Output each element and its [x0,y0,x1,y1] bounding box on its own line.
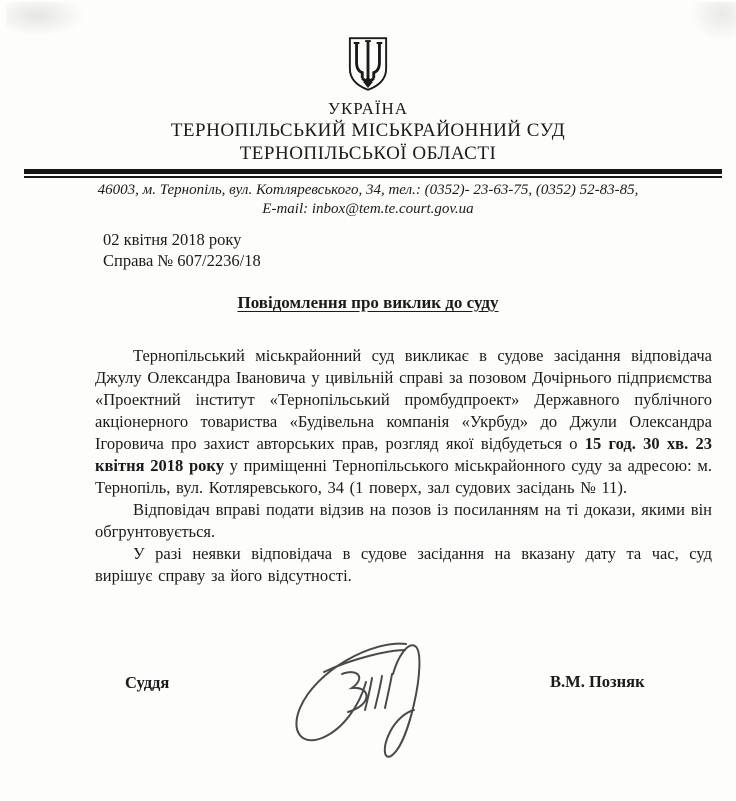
paragraph-summons [95,345,712,499]
signer-name: В.М. Позняк [550,672,645,691]
signer-role-label: Суддя [125,673,170,692]
handwritten-signature-icon [278,630,448,775]
document-title: Повідомлення про виклик до суду [237,293,499,312]
letterhead-divider [24,169,722,178]
document-meta [103,230,736,271]
contact-block [0,181,736,219]
court-email-line: E-mail: inbox@tem.te.court.gov.ua [262,201,474,217]
court-name-line1: ТЕРНОПІЛЬСЬКИЙ МІСЬКРАЙОННИЙ СУД [170,120,566,141]
court-address-line: 46003, м. Тернопіль, вул. Котляревського, 34, тел.: (0352)- 23-63-75, (0352) 52-83-85, [97,182,639,198]
paragraph-summons-pre: Тернопільський міськрайонний суд викликає в судове засідання відповідача Джулу Олександра Івановича у цивільній справі за позовом Дочірнього підприємства «Проектний інститут «Тернопільський промбудпроект» Державного публічного акціонерного товариства «Будівельна компанія «Укрбуд» до Джули Олександра Ігоровича про захист авторських прав, розгляд якої відбудеться о [95,346,712,453]
signature-block [0,630,736,780]
paragraph-absence-warning: У разі неявки відповідача в судове засідання на вказану дату та час, суд вирішує справу за його відсутності. [95,544,712,585]
document-date: 02 квітня 2018 року [103,230,242,249]
country-name: УКРАЇНА [327,99,409,118]
paragraph-response-right: Відповідач вправі подати відзив на позов із посиланням на ті докази, якими він обгрунтовується. [95,500,712,541]
hearing-datetime: 15 год. 30 хв. 23 квітня 2018 року [95,434,712,475]
letterhead [0,0,736,165]
paragraph-summons-post: у приміщенні Тернопільського міськрайонного суду за адресою: м. Тернопіль, вул. Котляревського, 34 (1 поверх, зал судових засідань № 11). [95,456,712,497]
ukraine-trident-emblem-icon [347,36,389,97]
document-body [95,345,712,587]
court-name-line2: ТЕРНОПІЛЬСЬКОЇ ОБЛАСТІ [239,143,497,164]
case-number: Справа № 607/2236/18 [103,250,261,270]
